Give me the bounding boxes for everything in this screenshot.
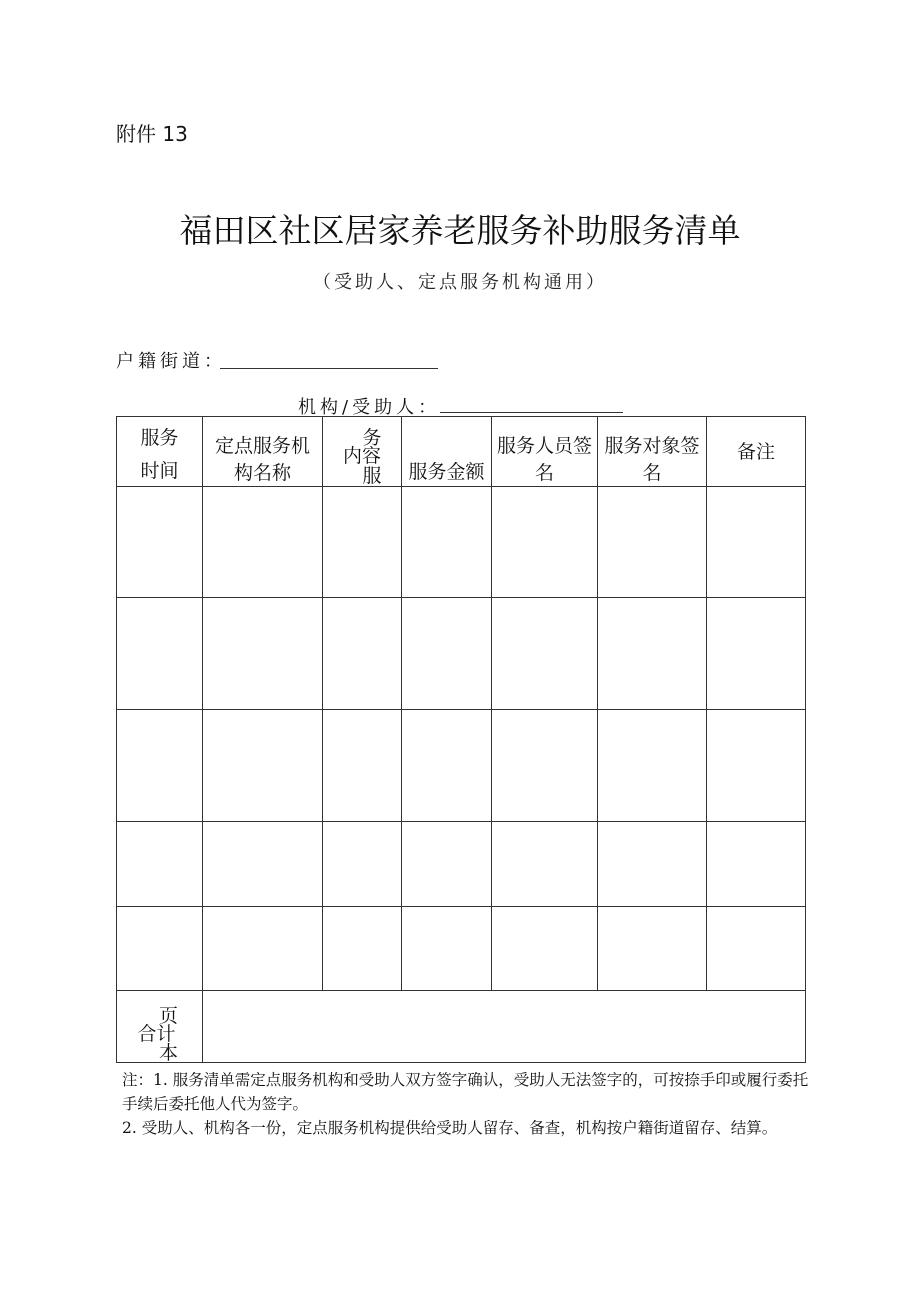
header-org-name	[203, 417, 323, 487]
header-service-amount	[402, 417, 492, 487]
table-cell[interactable]	[598, 598, 707, 710]
table-cell[interactable]	[323, 822, 402, 907]
header-org-line1: 定点服务机	[214, 435, 310, 457]
table-row	[117, 822, 806, 907]
header-content-line2: 内容	[342, 445, 381, 467]
header-target-signature	[598, 417, 707, 487]
table-cell[interactable]	[402, 822, 492, 907]
total-label-cell	[117, 991, 203, 1063]
header-target-line2: 名	[642, 462, 662, 484]
table-cell[interactable]	[203, 822, 323, 907]
table-cell[interactable]	[492, 487, 598, 598]
table-cell[interactable]	[492, 907, 598, 991]
table-cell[interactable]	[598, 487, 707, 598]
header-amount-text: 服务金额	[408, 461, 485, 483]
table-cell[interactable]	[323, 598, 402, 710]
header-service-time	[117, 417, 203, 487]
table-cell[interactable]	[203, 598, 323, 710]
table-cell[interactable]	[598, 907, 707, 991]
total-label-line3: 本	[158, 1041, 178, 1064]
header-remark	[707, 417, 806, 487]
header-staff-line2: 名	[534, 462, 554, 484]
total-row	[117, 991, 806, 1063]
table-cell[interactable]	[492, 822, 598, 907]
header-content-line3: 服	[362, 465, 382, 486]
header-time-line1: 服务	[140, 427, 179, 449]
header-content-line1: 务	[362, 427, 382, 449]
header-target-line1: 服务对象签	[604, 435, 700, 457]
table-cell[interactable]	[707, 710, 806, 822]
notes-block	[122, 1068, 812, 1140]
note-line-1: 注：1. 服务清单需定点服务机构和受助人双方签字确认，受助人无法签字的，可按捺手印或履行委托手续后委托他人代为签字。	[122, 1071, 809, 1113]
table-cell[interactable]	[117, 487, 203, 598]
total-label-line2: 合计	[137, 1022, 176, 1045]
table-cell[interactable]	[402, 907, 492, 991]
table-cell[interactable]	[707, 487, 806, 598]
header-service-content	[323, 417, 402, 487]
table-cell[interactable]	[117, 907, 203, 991]
header-remark-text: 备注	[736, 441, 775, 463]
table-cell[interactable]	[117, 598, 203, 710]
table-cell[interactable]	[402, 487, 492, 598]
table-cell[interactable]	[117, 710, 203, 822]
page-subtitle: （受助人、定点服务机构通用）	[313, 272, 607, 293]
table-cell[interactable]	[492, 710, 598, 822]
street-label: 户籍街道：	[116, 351, 226, 372]
note-line-2: 2. 受助人、机构各一份，定点服务机构提供给受助人留存、备查，机构按户籍街道留存、结算。	[122, 1119, 778, 1137]
table-cell[interactable]	[203, 907, 323, 991]
table-cell[interactable]	[323, 487, 402, 598]
table-cell[interactable]	[117, 822, 203, 907]
org-label: 机构/受助人：	[298, 397, 441, 418]
header-staff-line1: 服务人员签	[496, 435, 592, 457]
table-row	[117, 710, 806, 822]
header-time-line2: 时间	[140, 460, 179, 482]
table-cell[interactable]	[203, 487, 323, 598]
header-org-line2: 构名称	[233, 462, 291, 484]
table-cell[interactable]	[492, 598, 598, 710]
table-cell[interactable]	[598, 710, 707, 822]
header-staff-signature	[492, 417, 598, 487]
service-table	[116, 416, 806, 1063]
table-cell[interactable]	[323, 907, 402, 991]
table-row	[117, 907, 806, 991]
table-cell[interactable]	[707, 907, 806, 991]
org-field[interactable]	[440, 412, 623, 413]
table-cell[interactable]	[707, 822, 806, 907]
total-label-line1: 页	[158, 1004, 178, 1027]
table-row	[117, 598, 806, 710]
table-cell[interactable]	[402, 598, 492, 710]
street-field[interactable]	[220, 368, 438, 369]
page-title: 福田区社区居家养老服务补助服务清单	[179, 211, 741, 250]
table-row	[117, 487, 806, 598]
table-cell[interactable]	[402, 710, 492, 822]
table-cell[interactable]	[203, 710, 323, 822]
total-value-cell[interactable]	[203, 991, 806, 1063]
attachment-label: 附件 13	[116, 122, 188, 146]
table-cell[interactable]	[598, 822, 707, 907]
table-cell[interactable]	[323, 710, 402, 822]
table-cell[interactable]	[707, 598, 806, 710]
